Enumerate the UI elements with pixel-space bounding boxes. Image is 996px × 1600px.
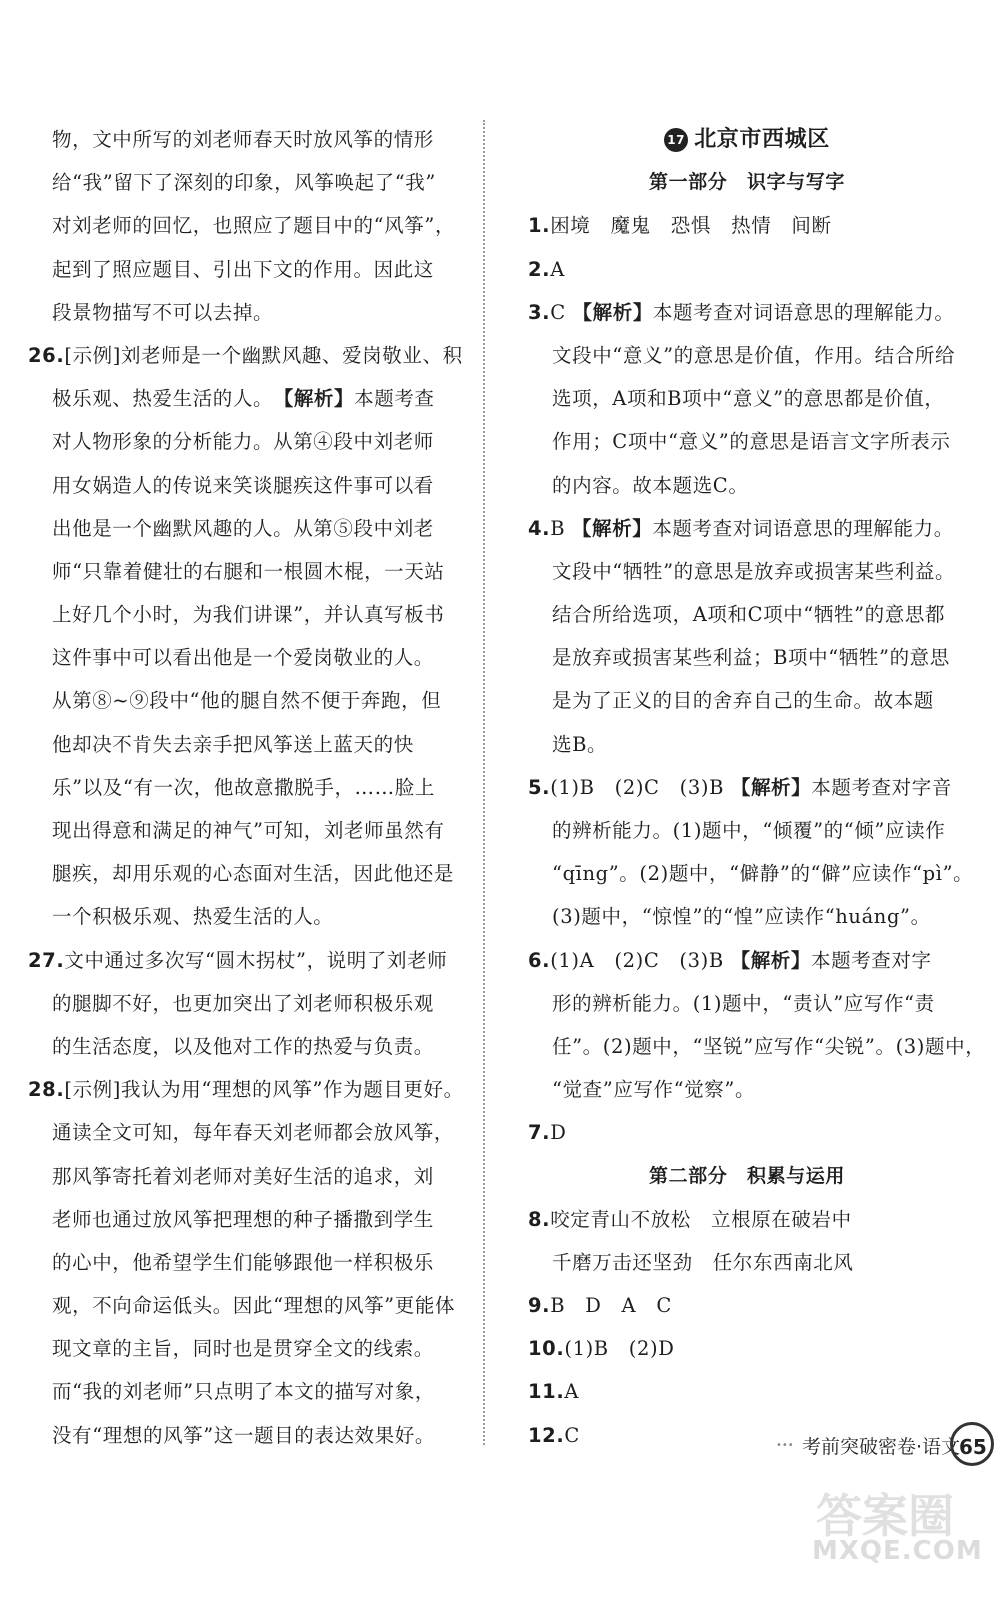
answer-6-line: 任”。(2)题中，“坚锐”应写作“尖锐”。(3)题中， <box>552 1034 986 1058</box>
text-line: 对刘老师的回忆，也照应了题目中的“风筝”， <box>52 214 456 238</box>
answer-12: 12.C <box>528 1423 580 1447</box>
analysis-tag: 【解析】 <box>283 387 355 411</box>
answer-6-line: 形的辨析能力。(1)题中，“责认”应写作“责 <box>552 991 935 1015</box>
answer-4-line: 文段中“牺牲”的意思是放弃或损害某些利益。 <box>552 559 956 583</box>
analysis-tag: 【解析】 <box>730 948 811 972</box>
answer-28-first-line: 28.[示例]我认为用“理想的风筝”作为题目更好。 <box>28 1078 464 1102</box>
answer-2: 2.A <box>528 257 565 281</box>
answer-8: 8.咬定青山不放松 立根原在破岩中 <box>528 1207 852 1231</box>
answer-3-line: 的内容。故本题选C。 <box>552 473 749 497</box>
answer-3-first-line: 3.C 【解析】本题考查对词语意思的理解能力。 <box>528 300 955 324</box>
answer-26-line: 用女娲造人的传说来笑谈腿疾这件事可以看 <box>52 473 434 497</box>
answer-26-line: 一个积极乐观、热爱生活的人。 <box>52 905 334 929</box>
answer-9: 9.B D A C <box>528 1294 672 1318</box>
answer-5-line: “qīng”。(2)题中，“僻静”的“僻”应读作“pì”。 <box>552 862 974 886</box>
left-column <box>28 118 470 1457</box>
answer-28-line: 而“我的刘老师”只点明了本文的描写对象， <box>52 1380 435 1404</box>
column-divider <box>483 120 485 1445</box>
answer-5-line: 的辨析能力。(1)题中，“倾覆”的“倾”应读作 <box>552 819 946 842</box>
answer-28-line: 那风筝寄托着刘老师对美好生活的追求，刘 <box>52 1164 434 1188</box>
answer-26-line: 他却决不肯失去亲手把风筝送上蓝天的快 <box>52 732 414 756</box>
watermark-site: MXQE.COM <box>812 1536 983 1566</box>
answer-4-line: 选B。 <box>552 732 608 756</box>
answer-4-line: 结合所给选项，A项和C项中“牺牲”的意思都 <box>552 603 946 627</box>
answer-3-line: 文段中“意义”的意思是价值，作用。结合所给 <box>552 343 956 367</box>
answer-3-line: 作用；C项中“意义”的意思是语言文字所表示 <box>552 430 951 454</box>
answer-28-line: 没有“理想的风筝”这一题目的表达效果好。 <box>52 1423 435 1447</box>
part-title: 第二部分 积累与运用 <box>648 1164 845 1187</box>
answer-7: 7.D <box>528 1121 567 1145</box>
section-title: 17 北京市西城区 <box>528 118 966 161</box>
answer-11: 11.A <box>528 1380 580 1404</box>
answer-26-line: 从第⑧~⑨段中“他的腿自然不便于奔跑，但 <box>52 689 442 713</box>
answer-26-line: 腿疾，却用乐观的心态面对生活，因此他还是 <box>52 862 455 886</box>
answer-4-line: 是放弃或损害某些利益；B项中“牺牲”的意思 <box>552 646 950 670</box>
answer-10: 10.(1)B (2)D <box>528 1337 675 1361</box>
answer-26-line: 上好几个小时，为我们讲课”，并认真写板书 <box>52 603 445 627</box>
answer-27-line: 的生活态度，以及他对工作的热爱与负责。 <box>52 1034 434 1058</box>
answer-3-line: 选项，A项和B项中“意义”的意思都是价值， <box>552 387 945 411</box>
answer-4-line: 是为了正义的目的舍弃自己的生命。故本题 <box>552 689 934 713</box>
answer-5-line: (3)题中，“惊惶”的“惶”应读作“huáng”。 <box>552 905 931 929</box>
book-title: 考前突破密卷·语文 <box>802 1436 961 1458</box>
answer-28-line: 老师也通过放风筝把理想的种子播撒到学生 <box>52 1207 434 1231</box>
text-line: 物，文中所写的刘老师春天时放风筝的情形 <box>52 128 434 151</box>
watermark-logo: 答案圈 <box>816 1489 954 1543</box>
answer-28-line: 观，不向命运低头。因此“理想的风筝”更能体 <box>52 1294 456 1318</box>
answer-27-first-line: 27.文中通过多次写“圆木拐杖”，说明了刘老师 <box>28 948 448 972</box>
question-number: 26. <box>28 343 65 367</box>
question-number: 27. <box>28 948 65 972</box>
answer-28-line: 通读全文可知，每年春天刘老师都会放风筝， <box>52 1121 455 1145</box>
answer-27-line: 的腿脚不好，也更加突出了刘老师积极乐观 <box>52 991 434 1015</box>
answer-26-line: 师“只靠着健壮的右腿和一根圆木棍，一天站 <box>52 559 445 583</box>
part-title: 第一部分 识字与写字 <box>648 171 845 194</box>
answer-5-first-line: 5.(1)B (2)C (3)B 【解析】本题考查对字音 <box>528 775 952 799</box>
answer-8-line: 千磨万击还坚劲 任尔东西南北风 <box>552 1250 854 1274</box>
analysis-tag: 【解析】 <box>571 516 653 540</box>
answer-28-line: 的心中，他希望学生们能够跟他一样积极乐 <box>52 1250 434 1274</box>
text-line: 起到了照应题目、引出下文的作用。因此这 <box>52 257 434 281</box>
page-footer <box>762 1418 996 1468</box>
answer-26-line: 出他是一个幽默风趣的人。从第⑤段中刘老 <box>52 516 434 540</box>
text-line: 段景物描写不可以去掉。 <box>52 300 274 324</box>
answer-26-line: 现出得意和满足的神气”可知，刘老师虽然有 <box>52 819 445 842</box>
answer-28-line: 现文章的主旨，同时也是贯穿全文的线索。 <box>52 1337 434 1361</box>
answer-26-first-line: 26.[示例]刘老师是一个幽默风趣、爱岗敬业、积 <box>28 343 463 367</box>
page-number: 65 <box>950 1422 994 1466</box>
text-line: 给“我”留下了深刻的印象，风筝唤起了“我” <box>52 171 436 195</box>
answer-6-first-line: 6.(1)A (2)C (3)B 【解析】本题考查对字 <box>528 948 932 972</box>
watermark <box>800 1480 996 1600</box>
footer-dots-icon: ••• <box>776 1440 794 1451</box>
answer-4-first-line: 4.B 【解析】本题考查对词语意思的理解能力。 <box>528 516 954 540</box>
answer-1: 1.困境 魔鬼 恐惧 热情 间断 <box>528 214 832 238</box>
answer-26-line: 这件事中可以看出他是一个爱岗敬业的人。 <box>52 646 434 670</box>
answer-26-line: 极乐观、热爱生活的人。 【解析】本题考查 <box>52 387 435 411</box>
analysis-tag: 【解析】 <box>730 775 812 799</box>
question-number: 28. <box>28 1078 65 1102</box>
section-number-badge: 17 <box>664 128 688 152</box>
analysis-tag: 【解析】 <box>572 300 653 324</box>
answer-26-line: 乐”以及“有一次，他故意撒脱手，……脸上 <box>52 775 435 799</box>
answer-6-line: “觉查”应写作“觉察”。 <box>552 1078 756 1102</box>
answer-26-line: 对人物形象的分析能力。从第④段中刘老师 <box>52 430 434 454</box>
